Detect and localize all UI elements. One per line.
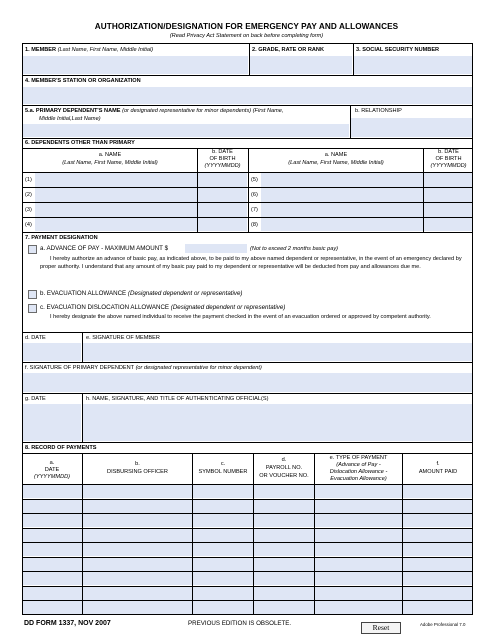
dep-1-name-field[interactable] bbox=[35, 173, 197, 187]
dependent-signature-label: f. SIGNATURE OF PRIMARY DEPENDENT (or designated representative for minor dependent) bbox=[25, 365, 262, 371]
payment-cell[interactable] bbox=[315, 543, 402, 556]
payment-cell[interactable] bbox=[23, 529, 82, 542]
payment-designation-label: 7. PAYMENT DESIGNATION bbox=[25, 235, 98, 241]
dep-name-sub-left: (Last Name, First Name, Middle Initial) bbox=[62, 160, 158, 166]
payment-cell[interactable] bbox=[193, 558, 253, 571]
divider bbox=[423, 148, 424, 232]
date-d-label: d. DATE bbox=[25, 335, 46, 341]
dep-row-6-label: (6) bbox=[251, 192, 258, 198]
grade-field[interactable] bbox=[250, 56, 352, 74]
payment-cell[interactable] bbox=[403, 529, 472, 542]
reset-button[interactable]: Reset bbox=[361, 622, 401, 634]
payment-cell[interactable] bbox=[254, 543, 314, 556]
form-id: DD FORM 1337, NOV 2007 bbox=[24, 620, 111, 627]
date-d-field[interactable] bbox=[23, 343, 81, 361]
col-payroll-h1: d. bbox=[281, 457, 287, 463]
payment-cell[interactable] bbox=[83, 529, 192, 542]
divider bbox=[197, 148, 198, 232]
payment-cell[interactable] bbox=[403, 601, 472, 614]
date-g-label: g. DATE bbox=[25, 396, 46, 402]
form-title: AUTHORIZATION/DESIGNATION FOR EMERGENCY PAY AND ALLOWANCES bbox=[94, 22, 399, 31]
payment-cell[interactable] bbox=[315, 529, 402, 542]
payment-cell[interactable] bbox=[403, 572, 472, 585]
dep-dob-h2-right: OF BIRTH bbox=[435, 156, 462, 162]
payment-cell[interactable] bbox=[83, 558, 192, 571]
divider bbox=[22, 453, 473, 454]
col-type-h2: (Advance of Pay - bbox=[336, 462, 381, 468]
payment-cell[interactable] bbox=[23, 601, 82, 614]
payment-cell[interactable] bbox=[193, 543, 253, 556]
col-symbol-h2: SYMBOL NUMBER bbox=[198, 469, 248, 475]
record-of-payments-label: 8. RECORD OF PAYMENTS bbox=[25, 445, 97, 451]
authenticating-official-label: h. NAME, SIGNATURE, AND TITLE OF AUTHENTICATING OFFICIAL(S) bbox=[86, 396, 269, 402]
payment-cell[interactable] bbox=[23, 587, 82, 600]
dep-6-dob-field[interactable] bbox=[424, 188, 472, 202]
payment-cell[interactable] bbox=[254, 601, 314, 614]
advance-pay-text: I hereby authorize an advance of basic pay, as indicated above, to be paid to my above named dependent or representative, in the event of an emergency declared by proper authority. I understand that any amount of my basic pay paid to my dependent or representative will be deducted from pay and allowances due me. bbox=[40, 256, 462, 270]
payment-cell[interactable] bbox=[23, 543, 82, 556]
dep-row-4-label: (4) bbox=[25, 222, 32, 228]
dep-4-name-field[interactable] bbox=[35, 218, 197, 231]
dep-3-name-field[interactable] bbox=[35, 203, 197, 217]
payment-cell[interactable] bbox=[193, 529, 253, 542]
payment-cell[interactable] bbox=[315, 587, 402, 600]
payment-cell[interactable] bbox=[315, 601, 402, 614]
dep-dob-h1-right: b. DATE bbox=[438, 149, 459, 155]
advance-pay-note: (Not to exceed 2 months basic pay) bbox=[250, 246, 338, 252]
divider bbox=[22, 442, 473, 443]
payment-cell[interactable] bbox=[83, 543, 192, 556]
payment-cell[interactable] bbox=[193, 572, 253, 585]
dislocation-allowance-label: c. EVACUATION DISLOCATION ALLOWANCE (Designated dependent or representative) bbox=[40, 304, 286, 311]
col-payroll-h2: PAYROLL NO. bbox=[265, 465, 303, 471]
payment-cell[interactable] bbox=[254, 558, 314, 571]
primary-dependent-label: 5.a. PRIMARY DEPENDENT'S NAME (or designated representative for minor dependents) (First Name, bbox=[25, 108, 284, 114]
col-type-h3: Dislocation Allowance - bbox=[329, 469, 388, 475]
dislocation-text: I hereby designate the above named individual to receive the payment checked in the event of an evacuation ordered or approved by competent authority. bbox=[50, 314, 431, 320]
payment-cell[interactable] bbox=[83, 514, 192, 527]
advance-pay-checkbox[interactable] bbox=[28, 245, 37, 254]
payment-cell[interactable] bbox=[254, 514, 314, 527]
payment-cell[interactable] bbox=[193, 500, 253, 513]
dep-name-header-left: a. NAME bbox=[98, 152, 122, 158]
authenticating-official-field[interactable] bbox=[83, 404, 472, 441]
dep-6-name-field[interactable] bbox=[261, 188, 423, 202]
date-g-field[interactable] bbox=[23, 404, 81, 441]
dep-dob-h2-left: OF BIRTH bbox=[209, 156, 236, 162]
col-amount-h1: f. bbox=[436, 461, 440, 467]
payment-cell[interactable] bbox=[23, 514, 82, 527]
advance-amount-field[interactable] bbox=[185, 244, 247, 253]
divider bbox=[253, 453, 254, 615]
col-date-h1: a. bbox=[49, 460, 55, 466]
divider bbox=[192, 453, 193, 615]
evacuation-allowance-label: b. EVACUATION ALLOWANCE (Designated dependent or representative) bbox=[40, 290, 243, 297]
payment-cell[interactable] bbox=[23, 485, 82, 498]
payment-cell[interactable] bbox=[83, 572, 192, 585]
dep-row-2-label: (2) bbox=[25, 192, 32, 198]
payment-cell[interactable] bbox=[403, 558, 472, 571]
payment-cell[interactable] bbox=[315, 500, 402, 513]
payment-cell[interactable] bbox=[315, 514, 402, 527]
member-signature-field[interactable] bbox=[83, 343, 472, 361]
payment-cell[interactable] bbox=[193, 587, 253, 600]
payment-cell[interactable] bbox=[254, 572, 314, 585]
divider bbox=[22, 232, 473, 233]
payment-cell[interactable] bbox=[254, 485, 314, 498]
dep-5-dob-field[interactable] bbox=[424, 173, 472, 187]
payment-cell[interactable] bbox=[193, 514, 253, 527]
payment-cell[interactable] bbox=[23, 558, 82, 571]
dep-dob-h3-left: (YYYYMMDD) bbox=[204, 163, 241, 169]
dep-row-7-label: (7) bbox=[251, 207, 258, 213]
dep-4-dob-field[interactable] bbox=[198, 218, 247, 231]
col-officer-h2: DISBURSING OFFICER bbox=[107, 469, 168, 475]
obsolete-notice: PREVIOUS EDITION IS OBSOLETE. bbox=[188, 620, 292, 627]
dep-8-dob-field[interactable] bbox=[424, 218, 472, 231]
col-officer-h1: b. bbox=[135, 461, 140, 467]
member-name-field[interactable] bbox=[23, 56, 248, 74]
payment-cell[interactable] bbox=[403, 587, 472, 600]
dep-3-dob-field[interactable] bbox=[198, 203, 247, 217]
divider bbox=[22, 332, 473, 333]
payment-cell[interactable] bbox=[23, 572, 82, 585]
payment-cell[interactable] bbox=[83, 500, 192, 513]
member-signature-label: e. SIGNATURE OF MEMBER bbox=[86, 335, 160, 341]
primary-dependent-label-2: Middle Initial,Last Name) bbox=[39, 116, 101, 122]
grade-label: 2. GRADE, RATE OR RANK bbox=[252, 47, 324, 53]
relationship-label: b. RELATIONSHIP bbox=[355, 108, 402, 114]
payment-cell[interactable] bbox=[403, 543, 472, 556]
payment-cell[interactable] bbox=[403, 500, 472, 513]
dep-row-1-label: (1) bbox=[25, 177, 32, 183]
dislocation-allowance-checkbox[interactable] bbox=[28, 304, 37, 313]
payment-cell[interactable] bbox=[83, 485, 192, 498]
divider bbox=[248, 148, 249, 232]
col-type-h1: e. TYPE OF PAYMENT bbox=[329, 455, 388, 461]
dep-2-name-field[interactable] bbox=[35, 188, 197, 202]
dep-name-sub-right: (Last Name, First Name, Middle Initial) bbox=[288, 160, 384, 166]
dependent-signature-field[interactable] bbox=[23, 373, 472, 392]
divider bbox=[22, 393, 473, 394]
dep-5-name-field[interactable] bbox=[261, 173, 423, 187]
payment-cell[interactable] bbox=[315, 572, 402, 585]
dep-dob-h3-right: (YYYYMMDD) bbox=[430, 163, 467, 169]
dep-row-8-label: (8) bbox=[251, 222, 258, 228]
divider bbox=[22, 105, 473, 106]
col-amount-h2: AMOUNT PAID bbox=[418, 469, 458, 475]
dep-2-dob-field[interactable] bbox=[198, 188, 247, 202]
divider bbox=[314, 453, 315, 615]
ssn-field[interactable] bbox=[354, 56, 472, 74]
primary-dependent-field[interactable] bbox=[23, 124, 349, 137]
member-label: 1. MEMBER (Last Name, First Name, Middle Initial) bbox=[25, 47, 154, 53]
payment-cell[interactable] bbox=[23, 500, 82, 513]
payment-cell[interactable] bbox=[403, 514, 472, 527]
payment-cell[interactable] bbox=[315, 558, 402, 571]
dep-7-name-field[interactable] bbox=[261, 203, 423, 217]
col-type-h4: Evacuation Allowance) bbox=[330, 476, 387, 482]
col-payroll-h3: OR VOUCHER NO. bbox=[259, 473, 309, 479]
dependents-label: 6. DEPENDENTS OTHER THAN PRIMARY bbox=[25, 140, 135, 146]
payment-cell[interactable] bbox=[254, 529, 314, 542]
adobe-version: Adobe Professional 7.0 bbox=[420, 622, 466, 627]
divider bbox=[22, 75, 473, 76]
dep-7-dob-field[interactable] bbox=[424, 203, 472, 217]
payment-cell[interactable] bbox=[193, 485, 253, 498]
ssn-label: 3. SOCIAL SECURITY NUMBER bbox=[356, 47, 440, 53]
col-symbol-h1: c. bbox=[220, 461, 226, 467]
dep-name-header-right: a. NAME bbox=[324, 152, 348, 158]
divider bbox=[402, 453, 403, 615]
divider bbox=[22, 362, 473, 363]
payment-cell[interactable] bbox=[83, 587, 192, 600]
dep-row-5-label: (5) bbox=[251, 177, 258, 183]
station-field[interactable] bbox=[23, 87, 472, 104]
payment-cell[interactable] bbox=[315, 485, 402, 498]
payment-cell[interactable] bbox=[193, 601, 253, 614]
advance-pay-label: a. ADVANCE OF PAY - MAXIMUM AMOUNT $ bbox=[40, 245, 169, 252]
dep-1-dob-field[interactable] bbox=[198, 173, 247, 187]
payment-cell[interactable] bbox=[83, 601, 192, 614]
dep-dob-h1-left: b. DATE bbox=[212, 149, 233, 155]
dep-row-3-label: (3) bbox=[25, 207, 32, 213]
station-label: 4. MEMBER'S STATION OR ORGANIZATION bbox=[25, 78, 141, 84]
divider bbox=[22, 138, 473, 139]
col-date-h3: (YYYYMMDD) bbox=[33, 474, 71, 480]
col-date-h2: DATE bbox=[44, 467, 60, 473]
evacuation-allowance-checkbox[interactable] bbox=[28, 290, 37, 299]
divider bbox=[82, 453, 83, 615]
relationship-field[interactable] bbox=[351, 118, 472, 137]
payment-cell[interactable] bbox=[254, 500, 314, 513]
form-subtitle: (Read Privacy Act Statement on back before completing form) bbox=[169, 33, 324, 39]
dep-8-name-field[interactable] bbox=[261, 218, 423, 231]
payment-cell[interactable] bbox=[254, 587, 314, 600]
payment-cell[interactable] bbox=[403, 485, 472, 498]
